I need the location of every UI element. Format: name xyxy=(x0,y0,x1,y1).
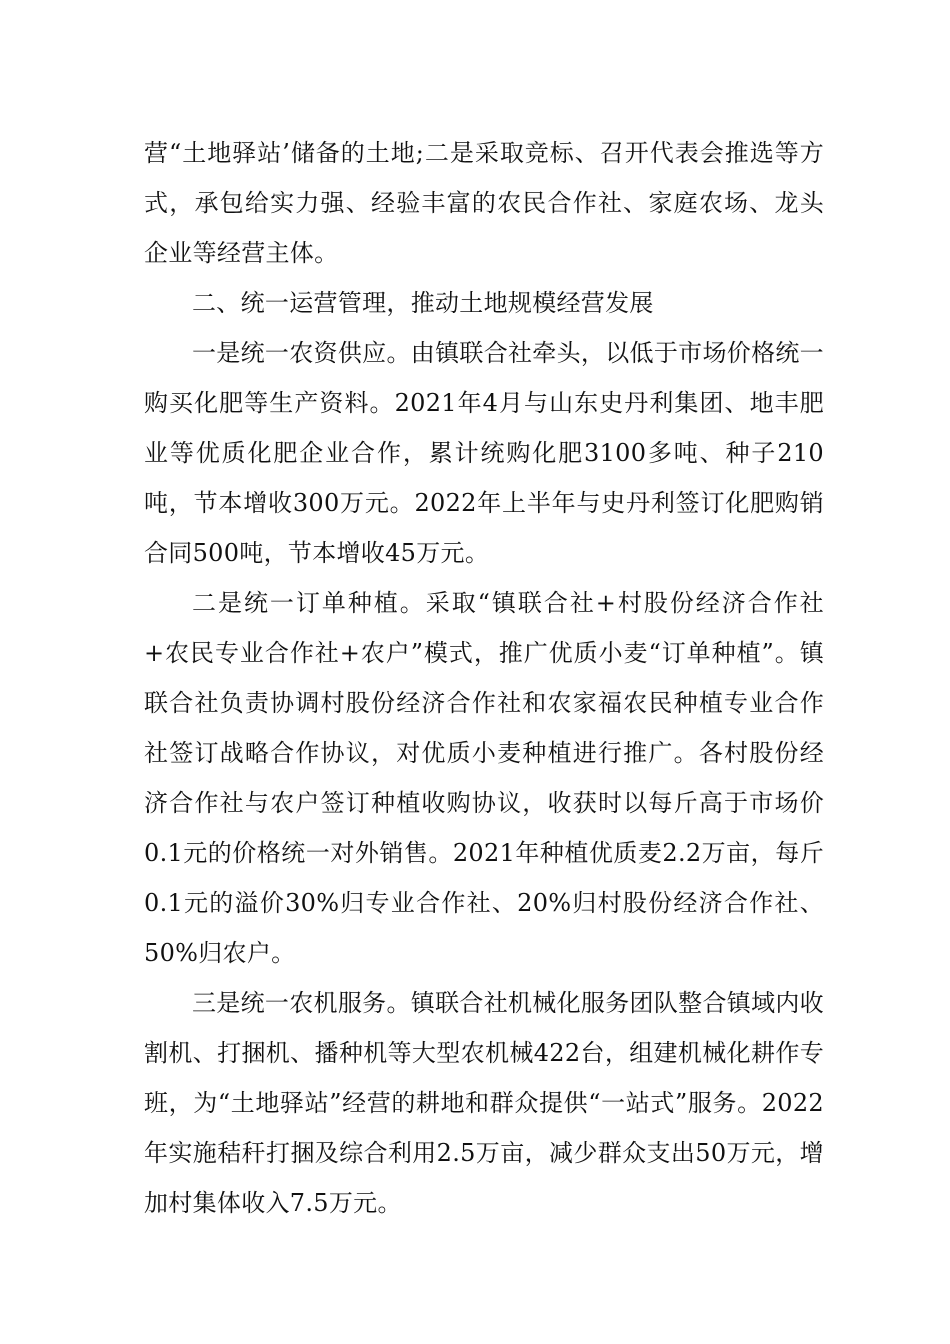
paragraph-agricultural-supplies: 一是统一农资供应。由镇联合社牵头，以低于市场价格统一购买化肥等生产资料。2021年4月与山东史丹利集团、地丰肥业等优质化肥企业合作，累计统购化肥3100多吨、种子210吨，节本增收300万元。2022年上半年与史丹利签订化肥购销合同500吨，节本增收45万元。 xyxy=(144,339,824,567)
paragraph-machinery-service: 三是统一农机服务。镇联合社机械化服务团队整合镇域内收割机、打捆机、播种机等大型农机械422台，组建机械化耕作专班，为“土地驿站”经营的耕地和群众提供“一站式”服务。2022年实施秸秆打捆及综合利用2.5万亩，减少群众支出50万元，增加村集体收入7.5万元。 xyxy=(144,989,824,1217)
section-heading: 二、统一运营管理，推动土地规模经营发展 xyxy=(192,289,654,317)
document-body xyxy=(144,128,824,1228)
paragraph-continuation: 营“土地驿站’储备的土地;二是采取竞标、召开代表会推选等方式，承包给实力强、经验丰富的农民合作社、家庭农场、龙头企业等经营主体。 xyxy=(144,139,824,267)
paragraph-order-planting: 二是统一订单种植。采取“镇联合社+村股份经济合作社+农民专业合作社+农户”模式，推广优质小麦“订单种植”。镇联合社负责协调村股份经济合作社和农家福农民种植专业合作社签订战略合作协议，对优质小麦种植进行推广。各村股份经济合作社与农户签订种植收购协议，收获时以每斤高于市场价0.1元的价格统一对外销售。2021年种植优质麦2.2万亩，每斤0.1元的溢价30%归专业合作社、20%归村股份经济合作社、50%归农户。 xyxy=(144,589,824,967)
